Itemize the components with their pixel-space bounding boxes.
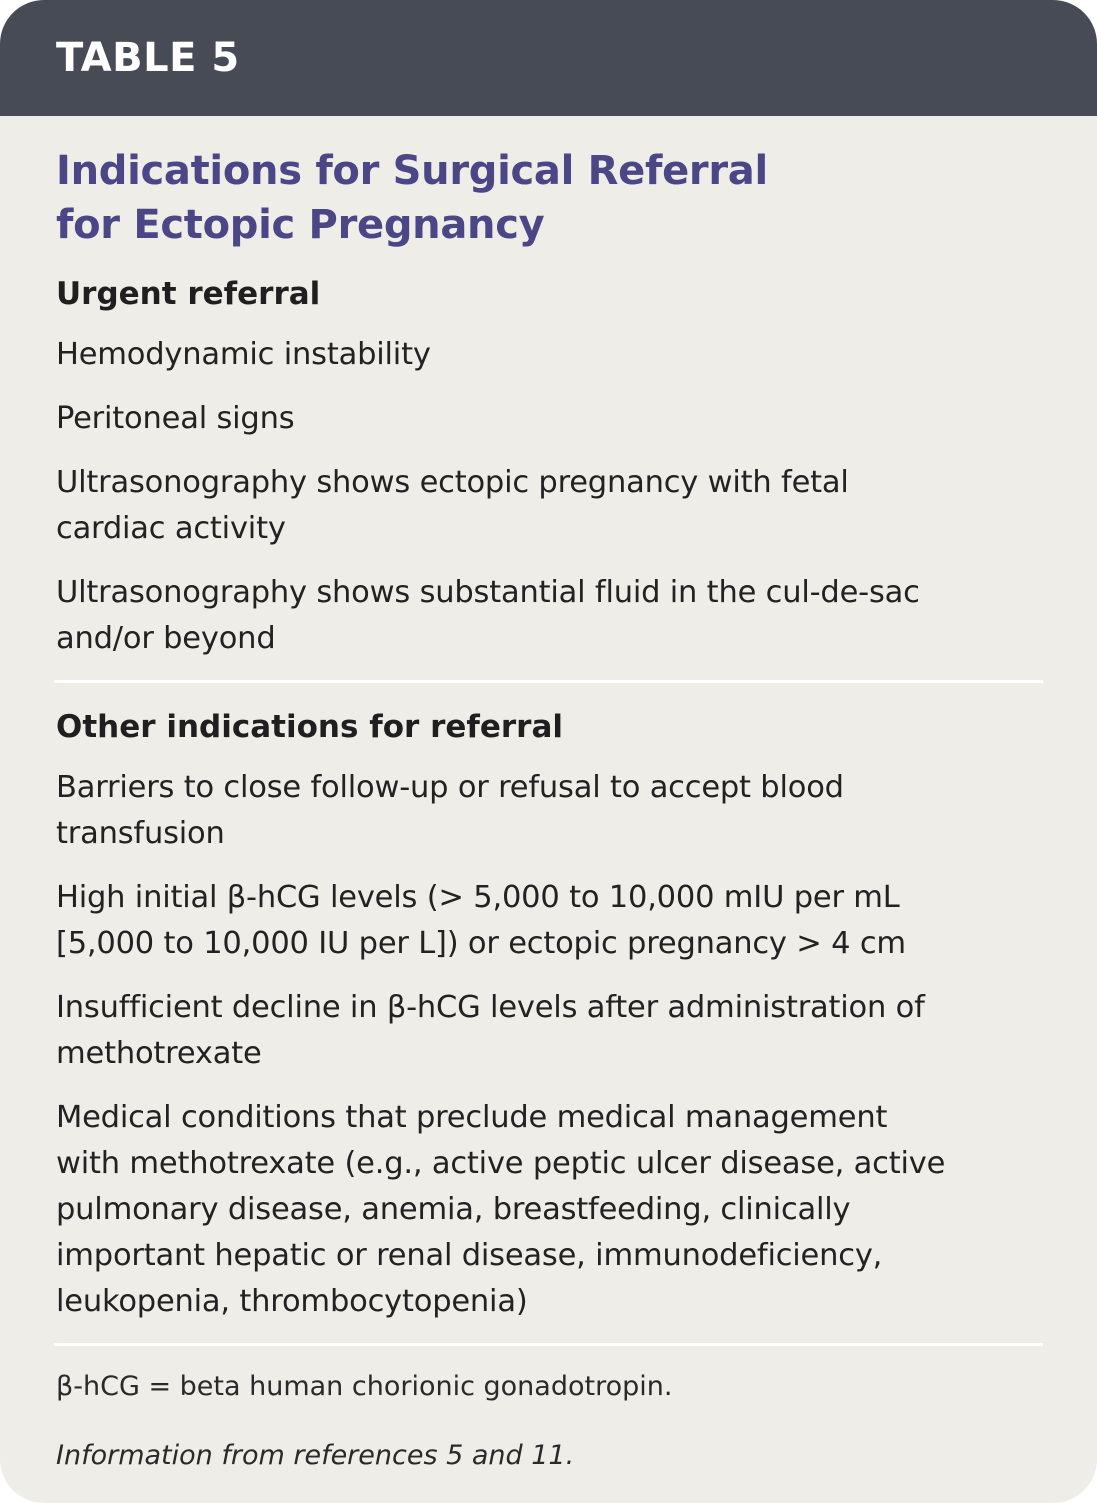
list-item-line: cardiac activity [56, 511, 286, 546]
list-item [56, 460, 1041, 552]
list-item-line: Ultrasonography shows ectopic pregnancy with fetal [56, 465, 849, 500]
table-title [56, 144, 1041, 252]
abbreviation-footnote: β-hCG = beta human chorionic gonadotropin. [56, 1371, 673, 1402]
list-item-line: pulmonary disease, anemia, breastfeeding, clinically [56, 1192, 851, 1227]
table-content [0, 116, 1097, 1477]
list-item [56, 396, 1041, 442]
footer-divider [54, 1343, 1043, 1346]
table-number-label: TABLE 5 [56, 35, 240, 81]
list-item [56, 570, 1041, 662]
list-item [56, 765, 1041, 857]
list-item-line: and/or beyond [56, 621, 276, 656]
list-item [56, 332, 1041, 378]
other-indications-heading: Other indications for referral [56, 709, 564, 745]
section-divider [54, 680, 1043, 683]
source-note: Information from references 5 and 11. [56, 1440, 575, 1471]
list-item-line: important hepatic or renal disease, immunodeficiency, [56, 1238, 883, 1273]
list-item-line: [5,000 to 10,000 IU per L]) or ectopic pregnancy > 4 cm [56, 926, 906, 961]
list-item [56, 985, 1041, 1077]
list-item-line: Ultrasonography shows substantial fluid in the cul-de-sac [56, 575, 920, 610]
list-item [56, 1095, 1041, 1325]
other-indications-list [56, 765, 1041, 1325]
list-item-line: Barriers to close follow-up or refusal to accept blood [56, 770, 844, 805]
list-item-line: transfusion [56, 816, 225, 851]
list-item-line: Insufficient decline in β-hCG levels after administration of [56, 990, 925, 1025]
list-item-line: High initial β-hCG levels (> 5,000 to 10,000 mIU per mL [56, 880, 900, 915]
list-item-line: Peritoneal signs [56, 401, 295, 436]
list-item-line: with methotrexate (e.g., active peptic ulcer disease, active [56, 1146, 946, 1181]
table-header [0, 0, 1097, 116]
list-item-line: methotrexate [56, 1036, 262, 1071]
urgent-referral-list [56, 332, 1041, 662]
list-item-line: leukopenia, thrombocytopenia) [56, 1284, 528, 1319]
urgent-referral-heading: Urgent referral [56, 276, 321, 312]
list-item [56, 875, 1041, 967]
list-item-line: Medical conditions that preclude medical management [56, 1100, 888, 1135]
table-title-line-1: Indications for Surgical Referral [56, 148, 768, 194]
list-item-line: Hemodynamic instability [56, 337, 431, 372]
table-title-line-2: for Ectopic Pregnancy [56, 202, 545, 248]
